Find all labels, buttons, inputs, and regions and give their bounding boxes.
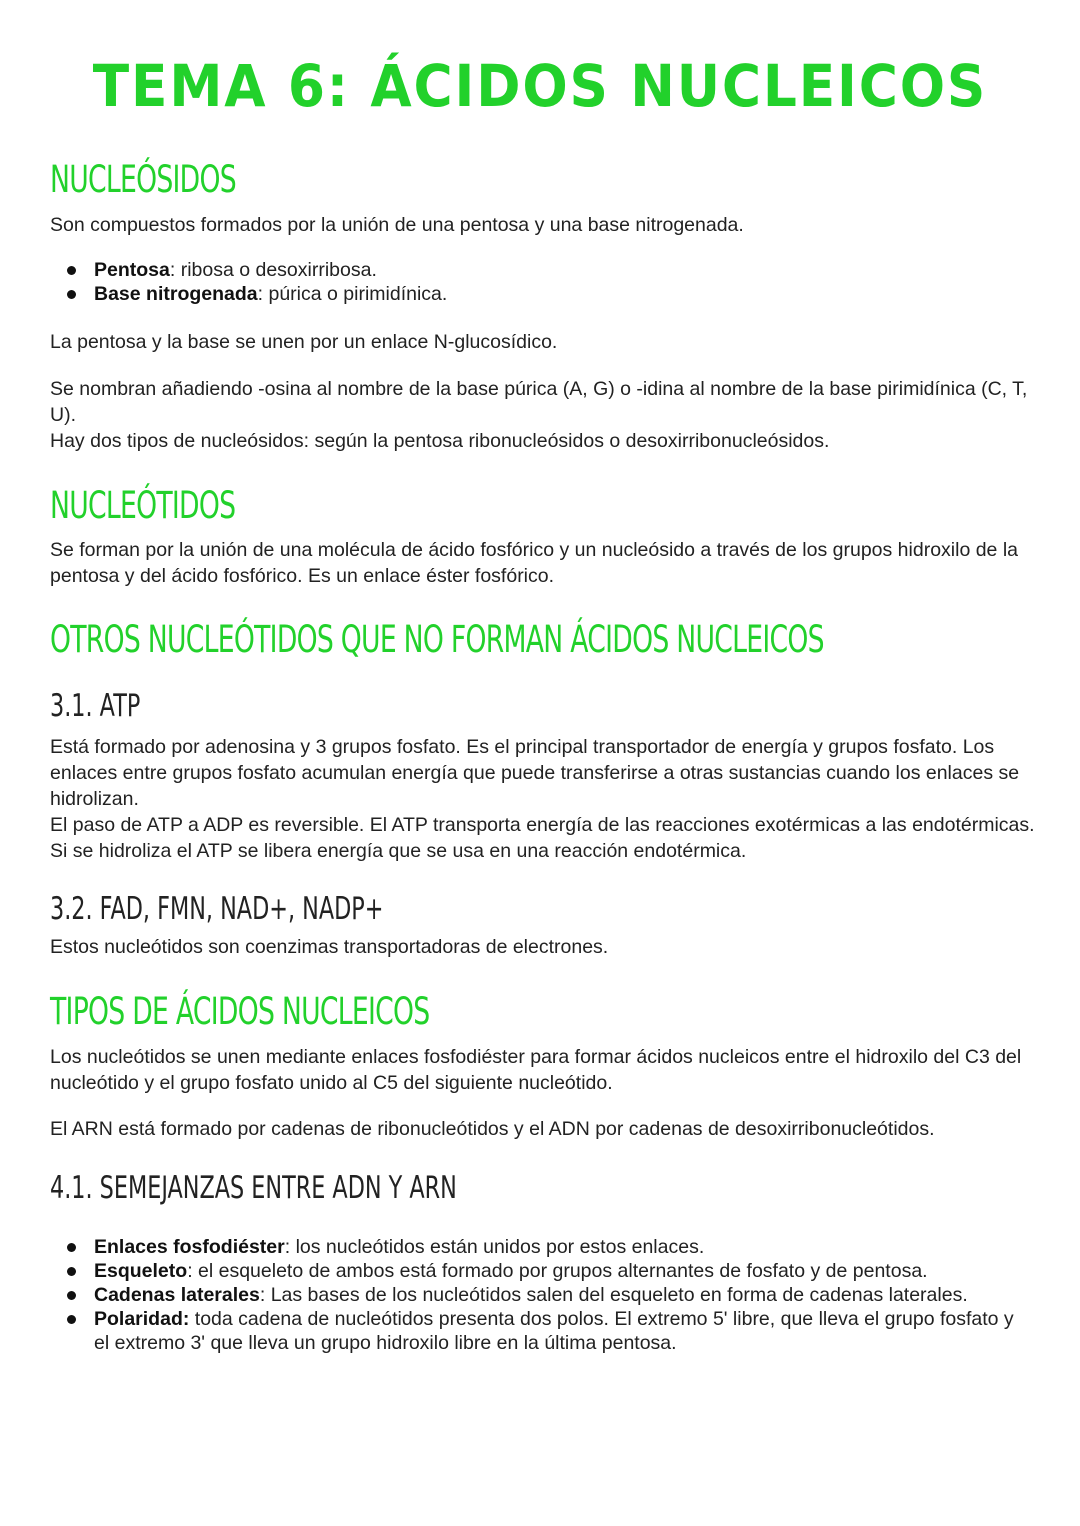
semejanzas-list xyxy=(50,1235,1030,1355)
atp-p1: Está formado por adenosina y 3 grupos fosfato. Es el principal transportador de energía y grupos fosfato. Los enlaces entre grupos fosfato acumulan energía que puede transferirse a otras sustancias cuando los enlaces se hidrolizan. xyxy=(50,736,1020,810)
tipos-p1: Los nucleótidos se unen mediante enlaces fosfodiéster para formar ácidos nucleicos entre el hidroxilo del C3 del nucleótido y el grupo fosfato unido al C5 del siguiente nucleótido. xyxy=(50,1046,1022,1094)
heading-tipos-acidos: TIPOS DE ÁCIDOS NUCLEICOS xyxy=(50,990,430,1033)
nucleosidos-p3: Hay dos tipos de nucleósidos: según la pentosa ribonucleósidos o desoxirribonucleósidos. xyxy=(50,430,830,452)
list-item: Base nitrogenada: púrica o pirimidínica. xyxy=(50,282,1030,306)
atp-p2: El paso de ATP a ADP es reversible. El ATP transporta energía de las reacciones exotérmicas a las endotérmicas. Si se hidroliza el ATP se libera energía que se usa en una reacción endotérmica. xyxy=(50,814,1035,862)
page-title: TEMA 6: ÁCIDOS NUCLEICOS xyxy=(92,52,988,120)
heading-nucleotidos: NUCLEÓTIDOS xyxy=(50,484,236,527)
nucleosidos-intro: Son compuestos formados por la unión de una pentosa y una base nitrogenada. xyxy=(50,214,744,236)
list-item: Polaridad: toda cadena de nucleótidos presenta dos polos. El extremo 5' libre, que lleva el grupo fosfato y el extremo 3' que lleva un grupo hidroxilo libre en la última pentosa. xyxy=(50,1307,1030,1355)
heading-nucleosidos: NUCLEÓSIDOS xyxy=(50,158,236,201)
nucleosidos-p2: Se nombran añadiendo -osina al nombre de la base púrica (A, G) o -idina al nombre de la base pirimidínica (C, T, U). xyxy=(50,378,1028,426)
subheading-atp: 3.1. ATP xyxy=(50,688,141,724)
nucleosidos-list xyxy=(50,258,1030,306)
fad-p1: Estos nucleótidos son coenzimas transportadoras de electrones. xyxy=(50,936,609,958)
tipos-p2: El ARN está formado por cadenas de ribonucleótidos y el ADN por cadenas de desoxirribonucleótidos. xyxy=(50,1118,935,1140)
list-item: Esqueleto: el esqueleto de ambos está formado por grupos alternantes de fosfato y de pentosa. xyxy=(50,1259,1030,1283)
list-item: Enlaces fosfodiéster: los nucleótidos están unidos por estos enlaces. xyxy=(50,1235,1030,1259)
heading-otros-nucleotidos: OTROS NUCLEÓTIDOS QUE NO FORMAN ÁCIDOS NUCLEICOS xyxy=(50,618,824,661)
list-item: Pentosa: ribosa o desoxirribosa. xyxy=(50,258,1030,282)
nucleosidos-p1: La pentosa y la base se unen por un enlace N-glucosídico. xyxy=(50,331,558,353)
subheading-fad: 3.2. FAD, FMN, NAD+, NADP+ xyxy=(50,891,384,927)
list-item: Cadenas laterales: Las bases de los nucleótidos salen del esqueleto en forma de cadenas laterales. xyxy=(50,1283,1030,1307)
nucleotidos-p1: Se forman por la unión de una molécula de ácido fosfórico y un nucleósido a través de los grupos hidroxilo de la pentosa y del ácido fosfórico. Es un enlace éster fosfórico. xyxy=(50,539,1019,587)
subheading-semejanzas: 4.1. SEMEJANZAS ENTRE ADN Y ARN xyxy=(50,1170,457,1206)
